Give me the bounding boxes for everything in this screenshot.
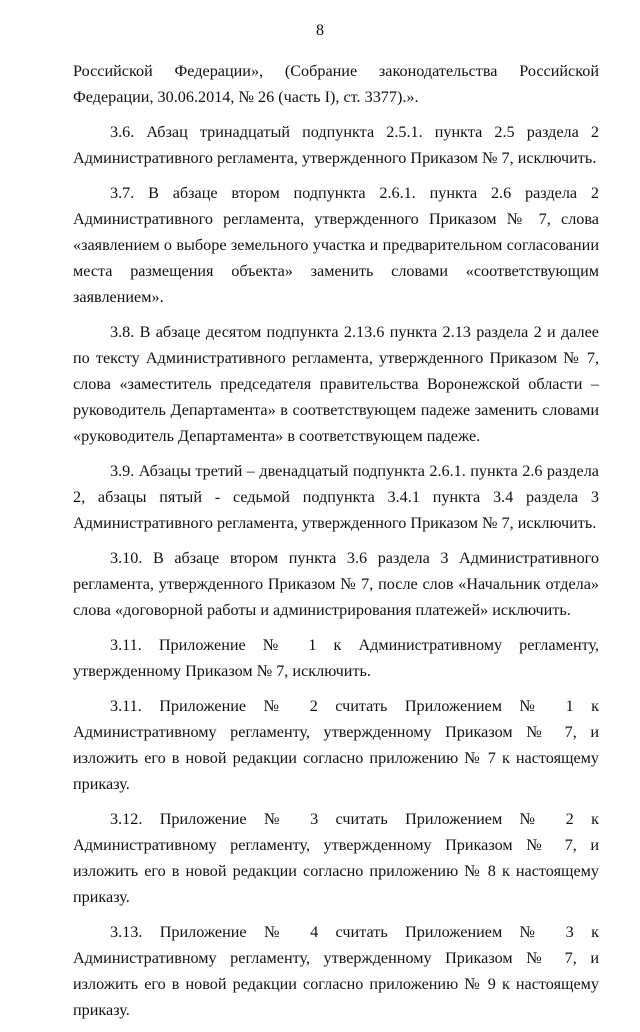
paragraph-3-9: 3.9. Абзацы третий – двенадцатый подпункта 2.6.1. пункта 2.6 раздела 2, абзацы пятый - седьмой подпункта 3.4.1 пункта 3.4 раздела 3 Административного регламента, утвержденного Приказом № 7, исключить. [73, 462, 599, 532]
paragraph-3-12: 3.12. Приложение № 3 считать Приложением № 2 к Административному регламенту, утвержденному Приказом № 7, и изложить его в новой редакции согласно приложению № 8 к настоящему приказу. [73, 810, 599, 906]
paragraph-3-8: 3.8. В абзаце десятом подпункта 2.13.6 пункта 2.13 раздела 2 и далее по тексту Административного регламента, утвержденного Приказом № 7, слова «заместитель председателя правительства Воронежской области – руководитель Департамента» в соответствующем падеже заменить словами «руководитель Департамента» в соответствующем падеже. [73, 323, 599, 445]
paragraph-3-10: 3.10. В абзаце втором пункта 3.6 раздела 3 Административного регламента, утвержденного Приказом № 7, после слов «Начальник отдела» слова «договорной работы и администрирования платежей» исключить. [73, 549, 599, 619]
paragraph-3-7: 3.7. В абзаце втором подпункта 2.6.1. пункта 2.6 раздела 2 Административного регламента, утвержденного Приказом № 7, слова «заявлением о выборе земельного участка и предварительном согласовании места размещения объекта» заменить словами «соответствующим заявлением». [73, 184, 599, 306]
document-body [73, 58, 599, 1032]
paragraph-3-13: 3.13. Приложение № 4 считать Приложением № 3 к Административному регламенту, утвержденному Приказом № 7, и изложить его в новой редакции согласно приложению № 9 к настоящему приказу. [73, 923, 599, 1019]
paragraph-3-11-a: 3.11. Приложение № 1 к Административному регламенту, утвержденному Приказом № 7, исключить. [73, 636, 599, 680]
paragraph-3-6: 3.6. Абзац тринадцатый подпункта 2.5.1. пункта 2.5 раздела 2 Административного регламента, утвержденного Приказом № 7, исключить. [73, 123, 599, 167]
page-number: 8 [316, 22, 324, 39]
paragraph-3-11-b: 3.11. Приложение № 2 считать Приложением № 1 к Административному регламенту, утвержденному Приказом № 7, и изложить его в новой редакции согласно приложению № 7 к настоящему приказу. [73, 697, 599, 793]
paragraph-continuation: Российской Федерации», (Собрание законодательства Российской Федерации, 30.06.2014, № 26 (часть I), ст. 3377).». [73, 62, 599, 106]
